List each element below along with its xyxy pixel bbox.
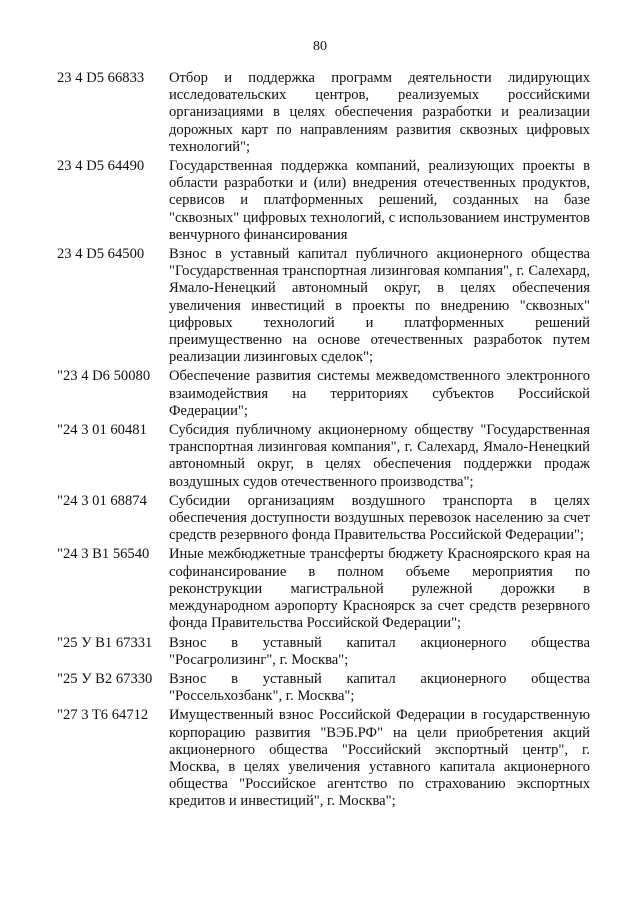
list-item bbox=[57, 246, 590, 366]
list-item bbox=[57, 546, 590, 632]
entry-description: Взнос в уставный капитал публичного акционерного общества "Государственная транспортная лизинговая компания", г. Салехард, Ямало-Ненецкий автономный округ, в целях обеспечения увеличения инвестиций в проекты по внедрению "сквозных" цифровых технологий и платформенных решений преимущественно на основе отечественных разработок путем реализации лизинговых сделок"; bbox=[169, 246, 590, 366]
budget-code: "25 У B2 67330 bbox=[57, 670, 153, 687]
list-item bbox=[57, 707, 590, 810]
budget-code: "24 3 B1 56540 bbox=[57, 546, 150, 563]
budget-code: 23 4 D5 64500 bbox=[57, 246, 145, 263]
page-number: 80 bbox=[313, 39, 327, 54]
list-item bbox=[57, 158, 590, 244]
budget-code-list bbox=[57, 70, 590, 813]
entry-description: Взнос в уставный капитал акционерного общества "Росагролизинг", г. Москва"; bbox=[169, 634, 590, 668]
budget-code: "25 У B1 67331 bbox=[57, 634, 153, 651]
entry-description: Взнос в уставный капитал акционерного общества "Россельхозбанк", г. Москва"; bbox=[169, 670, 590, 705]
budget-code: "24 3 01 68874 bbox=[57, 492, 147, 509]
list-item bbox=[57, 70, 590, 156]
list-item bbox=[57, 368, 590, 420]
budget-code: 23 4 D5 64490 bbox=[57, 158, 145, 175]
list-item bbox=[57, 493, 590, 545]
list-item bbox=[57, 671, 590, 705]
entry-description: Иные межбюджетные трансферты бюджету Красноярского края на софинансирование в полном объеме мероприятия по реконструкции магистральной рулежной дорожки в международном аэропорту Красноярск за счет средств резервного фонда Правительства Российской Федерации"; bbox=[169, 546, 590, 632]
entry-description: Отбор и поддержка программ деятельности лидирующих исследовательских центров, реализуемых российскими организациями в целях обеспечения разработки и реализации дорожных карт по направлениям развития сквозных цифровых технологий"; bbox=[169, 70, 590, 155]
entry-description: Обеспечение развития системы межведомственного электронного взаимодействия на территориях субъектов Российской Федерации"; bbox=[169, 368, 590, 419]
entry-description: Имущественный взнос Российской Федерации в государственную корпорацию развития "ВЭБ.РФ" на цели приобретения акций акционерного общества "Российский экспортный центр", г. Москва, в целях увеличения уставного капитала акционерного общества "Российское агентство по страхованию экспортных кредитов и инвестиций", г. Москва"; bbox=[169, 707, 590, 810]
entry-description: Субсидия публичному акционерному обществу "Государственная транспортная лизинговая компания", г. Салехард, Ямало-Ненецкий автономный округ, в целях обеспечения поддержки продаж воздушных судов отечественного производства"; bbox=[169, 422, 590, 490]
budget-code: "24 3 01 60481 bbox=[57, 422, 147, 439]
list-item bbox=[57, 422, 590, 491]
entry-description: Государственная поддержка компаний, реализующих проекты в области разработки и (или) внедрения отечественных продуктов, сервисов и платформенных решений, созданных на базе "сквозных" цифровых технологий, с использованием инструментов венчурного финансирования bbox=[169, 158, 590, 243]
list-item bbox=[57, 635, 590, 669]
budget-code: "27 3 T6 64712 bbox=[57, 707, 149, 724]
budget-code: 23 4 D5 66833 bbox=[57, 70, 145, 86]
entry-description: Субсидии организациям воздушного транспорта в целях обеспечения доступности воздушных перевозок населению за счет средств резервного фонда Правительства Российской Федерации"; bbox=[169, 492, 590, 544]
budget-code: "23 4 D6 50080 bbox=[57, 368, 151, 385]
